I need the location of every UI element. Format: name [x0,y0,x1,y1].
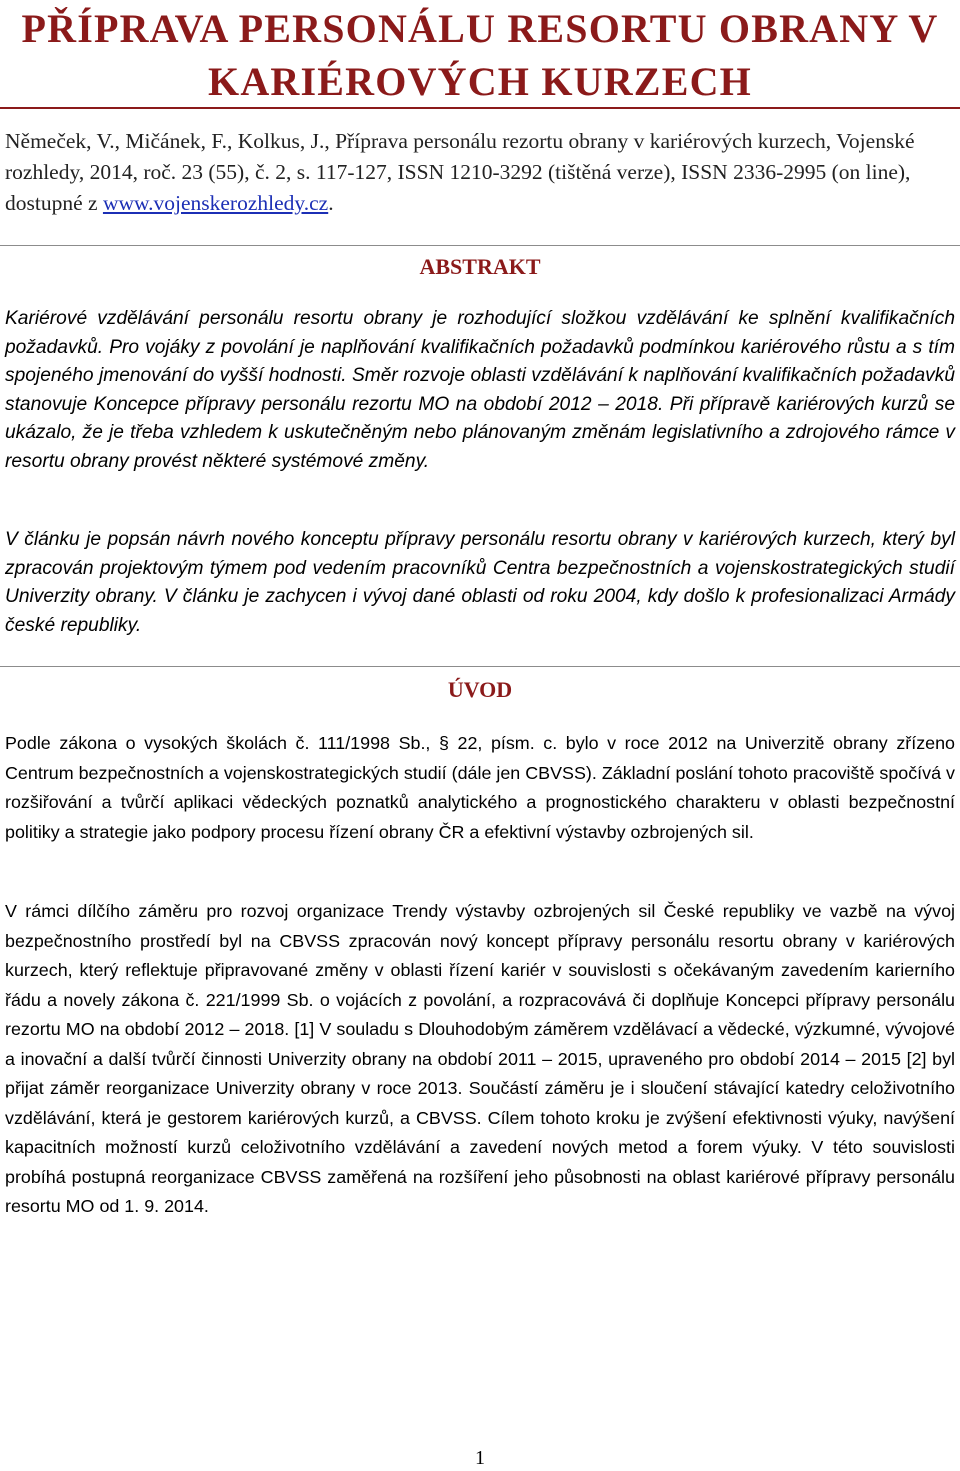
abstract-bottom-divider [0,666,960,667]
abstract-paragraph-1: Kariérové vzdělávání personálu resortu obrany je rozhodující složkou vzdělávání ke splnění kvalifikačních požadavků. Pro vojáky z povolání je naplňování kvalifikačních požadavků podmínkou kariérového růstu a s tím spojeného jmenování do vyšší hodnosti. Směr rozvoje oblasti vzdělávání k naplňování kvalifikačních požadavků stanovuje Koncepce přípravy personálu rezortu MO na období 2012 – 2018. Při přípravě kariérových kurzů se ukázalo, že je třeba vzhledem k uskutečněným nebo plánovaným změnám legislativního a zdrojového rámce v resortu obrany provést některé systémové změny. [5,308,955,472]
page-number: 1 [475,1447,485,1469]
introduction-heading: ÚVOD [447,677,513,702]
citation [5,126,955,219]
introduction-paragraph-1: Podle zákona o vysokých školách č. 111/1998 Sb., § 22, písm. c. bylo v roce 2012 na Univerzitě obrany zřízeno Centrum bezpečnostních a vojenskostrategických studií (dále jen CBVSS). Základní poslání tohoto pracoviště spočívá v rozšiřování a tvůrčí aplikaci vědeckých poznatků analytického a prognostického charakteru v oblasti bezpečnostní politiky a strategie jako podpory procesu řízení obrany ČR a efektivní výstavby ozbrojených sil. [5,733,955,842]
title-divider [0,107,960,109]
abstract-heading: ABSTRAKT [419,254,541,279]
citation-trailing: . [328,191,334,215]
abstract-top-divider [0,245,960,246]
citation-text: Němeček, V., Mičánek, F., Kolkus, J., Příprava personálu rezortu obrany v kariérových kurzech, Vojenské rozhledy, 2014, roč. 23 (55), č. 2, s. 117-127, ISSN 1210-3292 (tištěná verze), ISSN 2336-2995 (on line), dostupné z [5,129,915,215]
introduction-paragraph-2: V rámci dílčího záměru pro rozvoj organizace Trendy výstavby ozbrojených sil České republiky ve vazbě na vývoj bezpečnostního prostředí byl na CBVSS zpracován nový koncept přípravy personálu resortu obrany v kariérových kurzech, který reflektuje připravované změny v oblasti řízení kariér v souvislosti s očekávaným zavedením karierního řádu a novely zákona č. 221/1999 Sb. o vojácích z povolání, a rozpracovává či doplňuje Koncepci přípravy personálu rezortu MO na období 2012 – 2018. [1] V souladu s Dlouhodobým záměrem vzdělávací a vědecké, výzkumné, vývojové a inovační a další tvůrčí činnosti Univerzity obrany na období 2011 – 2015, upraveného pro období 2014 – 2015 [2] byl přijat záměr reorganizace Univerzity obrany v roce 2013. Součástí záměru je i sloučení stávající katedry celoživotního vzdělávání, která je gestorem kariérových kurzů, a CBVSS. Cílem tohoto kroku je zvýšení efektivnosti výuky, navýšení kapacitních možností kurzů celoživotního vzdělávání a zavedení nových metod a forem výuky. V této souvislosti probíhá postupná reorganizace CBVSS zaměřená na rozšíření jeho působnosti na oblast kariérové přípravy personálu resortu MO od 1. 9. 2014. [5,901,955,1216]
article-title: PŘÍPRAVA PERSONÁLU RESORTU OBRANY V KARIÉROVÝCH KURZECH [21,6,939,104]
citation-link[interactable]: www.vojenskerozhledy.cz [102,191,329,215]
abstract-paragraph-2: V článku je popsán návrh nového konceptu přípravy personálu resortu obrany v kariérových kurzech, který byl zpracován projektovým týmem pod vedením pracovníků Centra bezpečnostních a vojenskostrategických studií Univerzity obrany. V článku je zachycen i vývoj dané oblasti od roku 2004, kdy došlo k profesionalizaci Armády české republiky. [5,529,955,636]
